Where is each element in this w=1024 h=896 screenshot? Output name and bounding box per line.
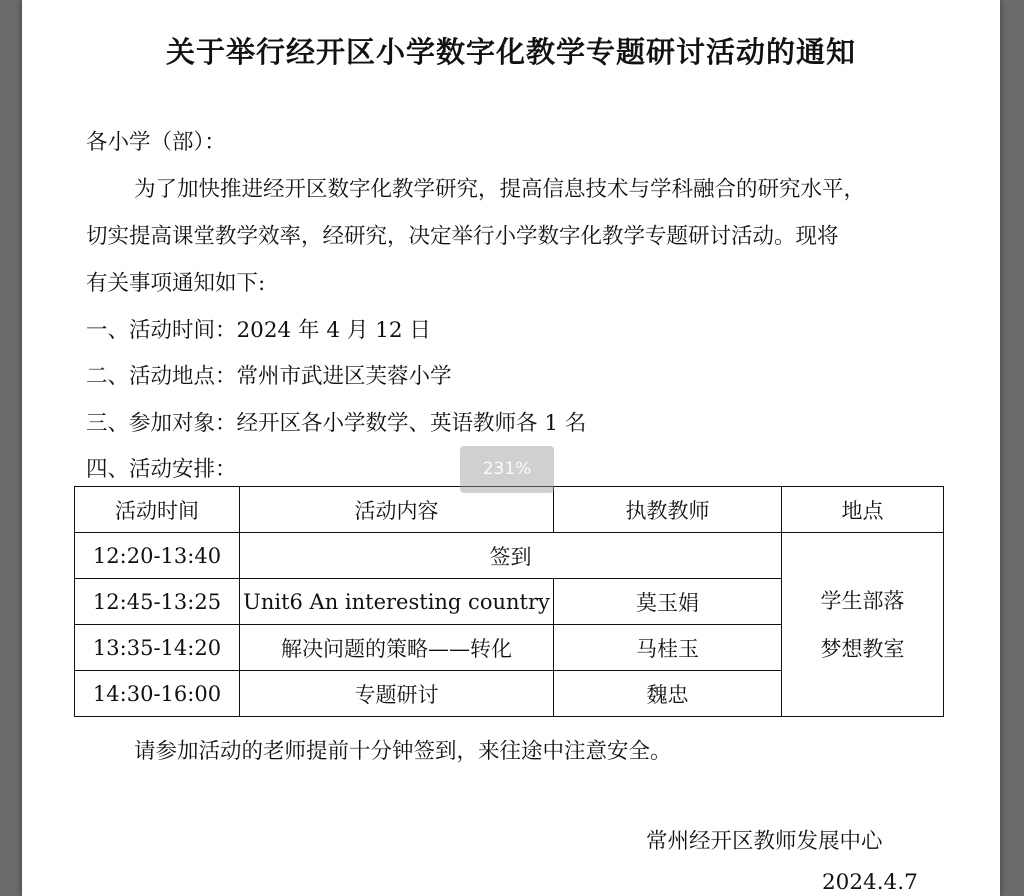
table-row xyxy=(75,533,944,579)
header-time: 活动时间 xyxy=(75,487,240,533)
body-line-2: 切实提高课堂教学效率，经研究，决定举行小学数字化教学专题研讨活动。现将 xyxy=(86,224,839,249)
cell-teacher: 马桂玉 xyxy=(554,625,782,671)
cell-time: 13:35-14:20 xyxy=(75,625,240,671)
cell-time: 14:30-16:00 xyxy=(75,671,240,717)
item-schedule-heading: 四、活动安排： xyxy=(86,457,237,482)
closing-note: 请参加活动的老师提前十分钟签到，来往途中注意安全。 xyxy=(134,739,672,764)
location-line-2: 梦想教室 xyxy=(820,636,905,661)
cell-content: 签到 xyxy=(240,533,782,579)
zoom-level-indicator: 231% xyxy=(460,446,554,493)
signature-organization: 常州经开区教师发展中心 xyxy=(646,829,883,854)
signature-date: 2024.4.7 xyxy=(822,870,918,895)
cell-content: 解决问题的策略——转化 xyxy=(240,625,554,671)
header-content: 活动内容 xyxy=(240,487,554,533)
item-time: 一、活动时间：2024 年 4 月 12 日 xyxy=(86,318,431,343)
cell-time: 12:20-13:40 xyxy=(75,533,240,579)
cell-content: 专题研讨 xyxy=(240,671,554,717)
body-line-1: 为了加快推进经开区数字化教学研究，提高信息技术与学科融合的研究水平， xyxy=(134,177,866,202)
cell-teacher: 魏忠 xyxy=(554,671,782,717)
location-line-1: 学生部落 xyxy=(820,588,905,613)
header-location: 地点 xyxy=(782,487,944,533)
salutation: 各小学（部）： xyxy=(86,130,226,155)
cell-content: Unit6 An interesting country xyxy=(240,579,554,625)
item-participants: 三、参加对象：经开区各小学数学、英语教师各 1 名 xyxy=(86,411,587,436)
table-header-row xyxy=(75,487,944,533)
header-teacher: 执教教师 xyxy=(554,487,782,533)
cell-location xyxy=(782,533,944,717)
cell-time: 12:45-13:25 xyxy=(75,579,240,625)
cell-teacher: 莫玉娟 xyxy=(554,579,782,625)
item-location: 二、活动地点：常州市武进区芙蓉小学 xyxy=(86,364,452,389)
document-title: 关于举行经开区小学数字化教学专题研讨活动的通知 xyxy=(165,35,856,69)
body-line-3: 有关事项通知如下: xyxy=(86,271,266,296)
schedule-table xyxy=(74,486,944,717)
